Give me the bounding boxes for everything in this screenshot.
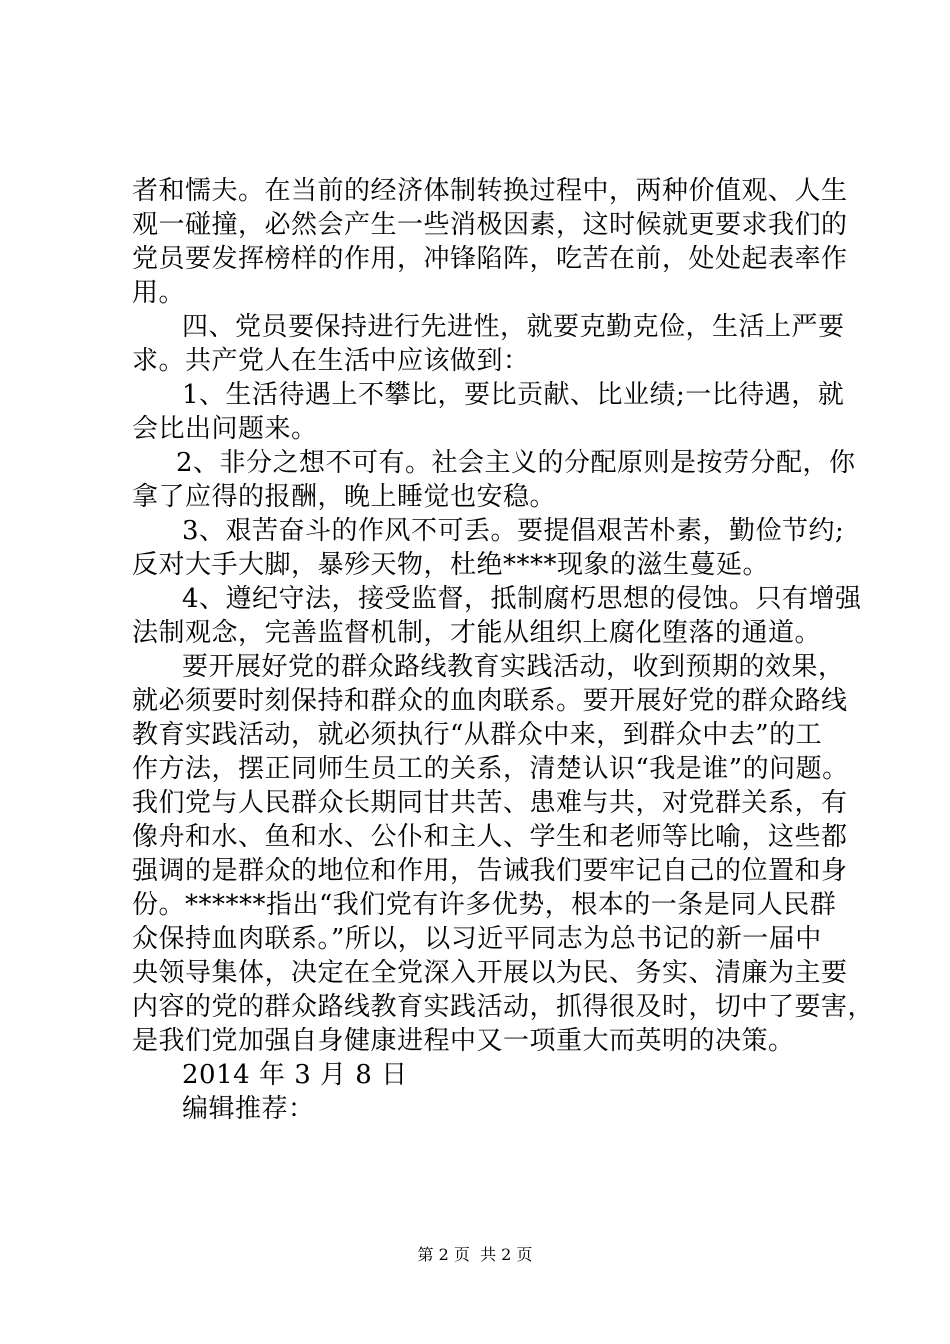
list-item-1-line-1: 1、生活待遇上不攀比，要比贡献、比业绩;一比待遇，就: [182, 380, 845, 410]
final-paragraph-line-5: 我们党与人民群众长期同甘共苦、患难与共，对党群关系，有: [132, 788, 848, 818]
final-paragraph-line-7: 强调的是群众的地位和作用，告诫我们要牢记自己的位置和身: [132, 856, 848, 886]
final-paragraph-line-6: 像舟和水、鱼和水、公仆和主人、学生和老师等比喻，这些都: [132, 822, 848, 852]
final-paragraph-line-9: 众保持血肉联系。”所以，以习近平同志为总书记的新一届中: [132, 924, 822, 954]
body-line-4: 用。: [132, 278, 186, 308]
final-paragraph-line-1: 要开展好党的群众路线教育实践活动，收到预期的效果，: [182, 652, 845, 682]
date-line: 2014 年 3 月 8 日: [182, 1060, 408, 1090]
list-item-1-line-2: 会比出问题来。: [132, 414, 318, 444]
final-paragraph-line-10: 央领导集体，决定在全党深入开展以为民、务实、清廉为主要: [132, 958, 848, 988]
final-paragraph-line-4: 作方法，摆正同师生员工的关系，清楚认识“我是谁”的问题。: [132, 754, 849, 784]
paragraph-4-heading-line: 四、党员要保持进行先进性，就要克勤克俭，生活上严要: [182, 312, 845, 342]
body-line-2: 观一碰撞，必然会产生一些消极因素，这时候就更要求我们的: [132, 210, 848, 240]
final-paragraph-line-8: 份。******指出“我们党有许多优势，根本的一条是同人民群: [132, 890, 837, 920]
final-paragraph-line-3: 教育实践活动，就必须执行“从群众中来，到群众中去”的工: [132, 720, 823, 750]
page-footer: 第 2 页 共 2 页: [417, 1245, 533, 1264]
body-line-6: 求。共产党人在生活中应该做到：: [132, 346, 530, 376]
list-item-4-line-2: 法制观念，完善监督机制，才能从组织上腐化堕落的通道。: [132, 618, 822, 648]
list-item-2-line-1: 2、非分之想不可有。社会主义的分配原则是按劳分配，你: [176, 448, 856, 478]
list-item-3-line-2: 反对大手大脚，暴殄天物，杜绝****现象的滋生蔓延。: [132, 550, 770, 580]
body-line-3: 党员要发挥榜样的作用，冲锋陷阵，吃苦在前，处处起表率作: [132, 244, 848, 274]
body-line-1: 者和懦夫。在当前的经济体制转换过程中，两种价值观、人生: [132, 176, 848, 206]
final-paragraph-line-2: 就必须要时刻保持和群众的血肉联系。要开展好党的群众路线: [132, 686, 848, 716]
editor-recommendation-label: 编辑推荐：: [182, 1094, 315, 1124]
list-item-3-line-1: 3、艰苦奋斗的作风不可丢。要提倡艰苦朴素，勤俭节约;: [182, 516, 845, 546]
final-paragraph-line-12: 是我们党加强自身健康进程中又一项重大而英明的决策。: [132, 1026, 795, 1056]
list-item-4-line-1: 4、遵纪守法，接受监督，抵制腐朽思想的侵蚀。只有增强: [182, 584, 862, 614]
final-paragraph-line-11: 内容的党的群众路线教育实践活动，抓得很及时，切中了要害，: [132, 992, 875, 1022]
list-item-2-line-2: 拿了应得的报酬，晚上睡觉也安稳。: [132, 482, 557, 512]
